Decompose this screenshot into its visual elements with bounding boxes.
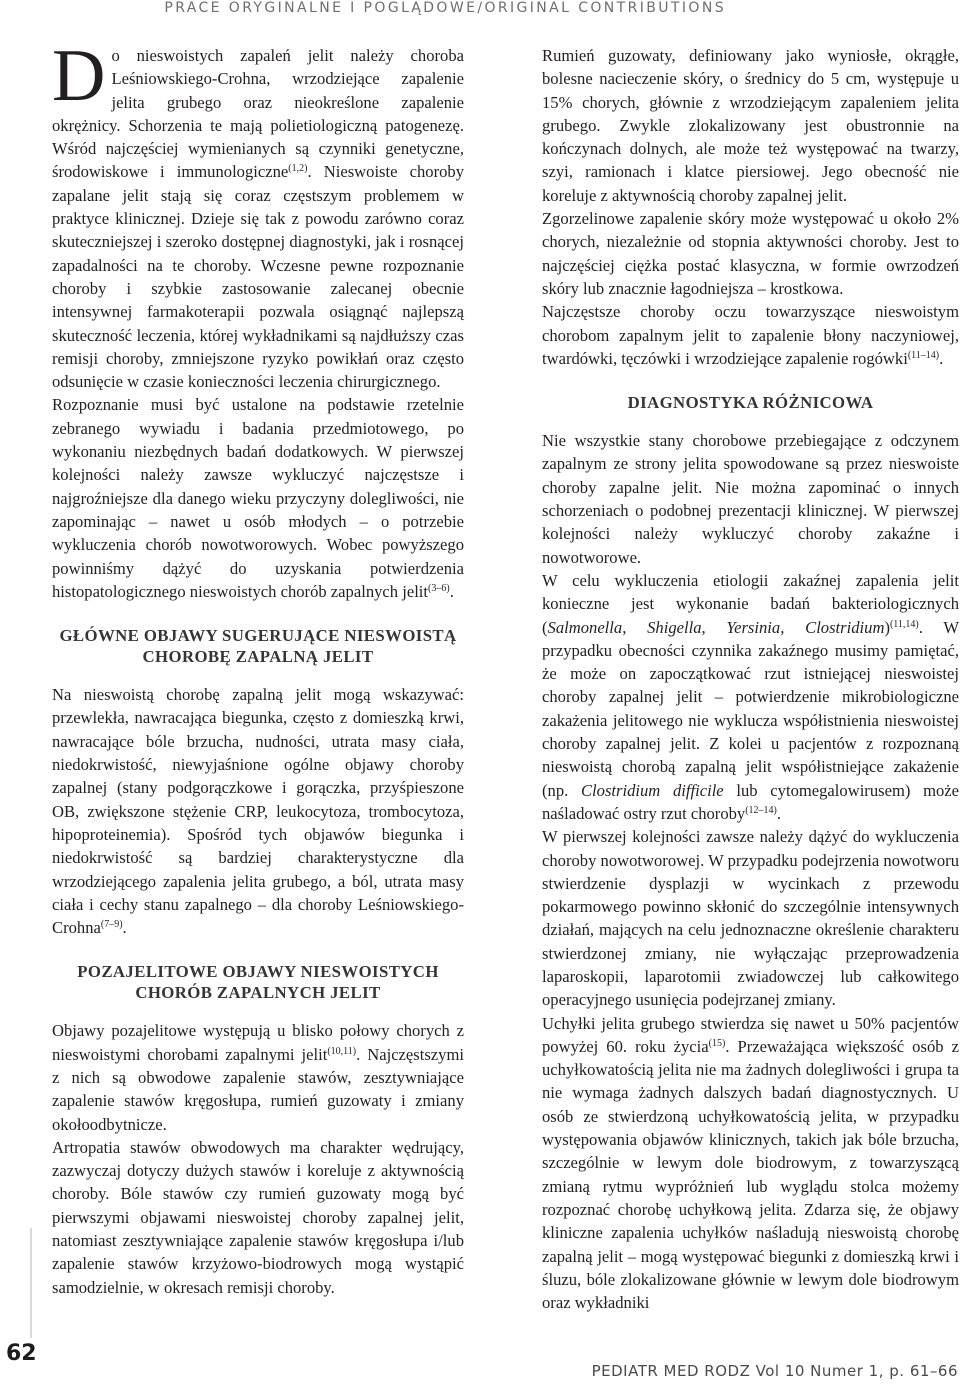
text-run: , xyxy=(622,617,648,637)
text-run: Najczęstsze choroby oczu towarzyszące nieswoistym chorobom zapalnym jelit to zapalenie błony naczyniowej, twardówki, tęczówki i wrzodziejące zapalenie rogówki xyxy=(542,302,959,368)
text-run: . Nieswoiste choroby zapalane jelit stają się coraz częstszym problemem w praktyce klinicznej. Dzieje się tak z powodu zarówno coraz skuteczniejszej i szeroko dostępnej diagnostyki, jak i rosnącej zapadalności na te choroby. Wczesne pewne rozpoznanie choroby i szybkie zastosowanie zalecanej obecnie intensywnej farmakoterapii pozwala osiągnąć najlepszą skuteczność leczenia, której wykładnikami są najdłuższy czas remisji choroby, zmniejszone ryzyko powikłań oraz często odsunięcie w czasie konieczności leczenia chirurgicznego. xyxy=(52,162,464,392)
text-run: . Przeważająca większość osób z uchyłkowatością jelita nie ma żadnych dolegliwości i grupa ta nie wymaga żadnych dalszych badań diagnostycznych. U osób ze stwierdzoną uchyłkowatością jelita, w przypadku występowania objawów klinicznych, takich jak bóle brzucha, szczególnie w lewym dole biodrowym, z towarzyszącą zmianą rytmu wypróżnień lub wyglądu stolca możemy rozpoznać chorobę uchyłkową jelita. Zdarza się, że objawy kliniczne zapalenia uchyłków naśladują nieswoistą chorobę zapalną jelit – mogą występować biegunki z domieszką krwi i śluzu, bóle zlokalizowane głównie w lewym dole biodrowym oraz wykładniki xyxy=(542,1036,959,1313)
text-run: Uchyłki jelita grubego stwierdza się nawet u 50% pacjentów powyżej 60. roku życia xyxy=(542,1013,959,1056)
section-heading: POZAJELITOWE OBJAWY NIESWOISTYCH CHORÓB ZAPALNYCH JELIT xyxy=(77,962,439,1003)
italic-term: Clostridium difficile xyxy=(580,780,724,800)
page-number-rule xyxy=(30,1228,32,1338)
body-paragraph xyxy=(542,300,959,370)
intro-paragraph xyxy=(52,35,464,393)
section-heading: GŁÓWNE OBJAWY SUGERUJĄCE NIESWOISTĄ CHOROBĘ ZAPALNĄ JELIT xyxy=(59,626,457,667)
citation-ref: (10,11) xyxy=(327,1045,357,1057)
page-number: 62 xyxy=(6,1341,37,1366)
text-run: ) xyxy=(884,617,890,637)
body-paragraph xyxy=(52,393,464,603)
body-paragraph: Rumień guzowaty, definiowany jako wyniosłe, okrągłe, bolesne nacieczenie skóry, o średnicy do 5 cm, występuje u 15% chorych, głównie z wrzodziejącym zapaleniem jelita grubego. Zwykle zlokalizowany jest obustronnie na kończynach dolnych, ale może też występować na twarzy, szyi, ramionach i klatce piersiowej. Jego obecność nie koreluje z aktywnością choroby zapalnej jelit. xyxy=(542,46,959,205)
citation-ref: (3–6) xyxy=(428,582,450,594)
text-run: , xyxy=(780,617,806,637)
citation-ref: (11–14) xyxy=(907,349,940,361)
citation-ref: (1,2) xyxy=(288,163,308,175)
body-paragraph xyxy=(52,1019,464,1135)
text-run: o nieswoistych zapaleń jelit należy choroba Leśniowskiego-Crohna, wrzodziejące zapalenie jelita grubego oraz nieokreślone zapalenie okrężnicy. Schorzenia te mają polietiologiczną patogenezę. Wśród najczęściej wymienianych są czynniki genetyczne, środowiskowe i immunologiczne xyxy=(52,46,464,182)
body-paragraph xyxy=(52,683,464,939)
body-paragraph xyxy=(542,569,959,825)
italic-term: Clostridium xyxy=(805,617,885,637)
text-run: W celu wykluczenia etiologii zakaźnej zapalenia jelit konieczne jest wykonanie badań bakteriologicznych ( xyxy=(542,570,959,637)
journal-citation-footer: PEDIATR MED RODZ Vol 10 Numer 1, p. 61–66 xyxy=(591,1362,958,1380)
body-paragraph: Nie wszystkie stany chorobowe przebiegające z odczynem zapalnym ze strony jelita spowodowane są przez nieswoiste choroby zapalne jelit. Nie można zapominać o innych schorzeniach o podobnej prezentacji klinicznej. W pierwszej kolejności należy wykluczyć choroby zakaźne i nowotworowe. xyxy=(542,431,959,567)
right-column xyxy=(542,44,959,1314)
citation-ref: (15) xyxy=(708,1037,726,1049)
body-paragraph: Artropatia stawów obwodowych ma charakter wędrujący, zazwyczaj dotyczy dużych stawów i koreluje z aktywnością choroby. Bóle stawów czy rumień guzowaty mogą być pierwszymi objawami nieswoistej choroby zapalnej jelit, natomiast zesztywniające zapalenie stawów kręgosłupa i/lub zapalenie stawów krzyżowo-biodrowych mogą wystąpić samodzielnie, w okresach remisji choroby. xyxy=(52,1137,464,1297)
citation-ref: (7–9) xyxy=(100,919,123,931)
body-paragraph: Zgorzelinowe zapalenie skóry może występować u około 2% chorych, niezależnie od stopnia aktywności choroby. Jest to najczęściej ciężka postać klasyczna, w formie owrzodzeń skóry lub znacznie łagodniejsza – krostkowa. xyxy=(542,209,959,298)
body-paragraph: W pierwszej kolejności zawsze należy dążyć do wykluczenia choroby nowotworowej. W przypadku podejrzenia nowotworu stwierdzenie dysplazji w wycinkach z przewodu pokarmowego powinno skłonić do szczególnie intensywnych działań, mających na celu jednoznaczne określenie charakteru stwierdzonej zmiany, nie wyłączając przeprowadzenia laparoskopii, laparotomii zwiadowczej lub całkowitego operacyjnego usunięcia podejrzanej zmiany. xyxy=(542,827,959,1010)
text-run: Objawy pozajelitowe występują u blisko połowy chorych z nieswoistymi chorobami zapalnymi jelit xyxy=(52,1021,464,1064)
italic-term: Shigella xyxy=(647,617,702,637)
body-paragraph xyxy=(542,1012,959,1315)
left-column xyxy=(52,35,464,1299)
running-header: PRACE ORYGINALNE I POGLĄDOWE/ORIGINAL CONTRIBUTIONS xyxy=(164,0,726,16)
text-run: . xyxy=(122,918,127,938)
text-run: . xyxy=(776,803,782,823)
citation-ref: (11,14) xyxy=(889,618,919,630)
drop-cap: D xyxy=(52,35,106,117)
text-run: lub cytomegalowirusem) może naśladować ostry rzut choroby xyxy=(542,780,960,823)
citation-ref: (12–14) xyxy=(745,804,777,816)
italic-term: Yersinia xyxy=(726,617,781,637)
text-run: . W przypadku obecności czynnika zakaźnego musimy pamiętać, że może on zapoczątkować rzut istniejącej nieswoistej choroby zapalnej jelit – potwierdzenie mikrobiologiczne zakażenia jelitowego nie wyklucza współistnienia nieswoistej choroby zapalnej jelit. Z kolei u pacjentów z rozpoznaną nieswoistą chorobą zapalną jelit współistniejące zakażenie (np. xyxy=(542,617,960,800)
italic-term: Salmonella xyxy=(547,617,623,637)
text-run: . xyxy=(449,581,454,601)
text-run: . xyxy=(939,348,944,368)
text-run: . Najczęstszymi z nich są obwodowe zapalenie stawów, zesztywniające zapalenie stawów kręgosłupa, rumień guzowaty i zmiany okołoodbytnicze. xyxy=(52,1044,464,1134)
text-run: , xyxy=(701,617,727,637)
text-run: Na nieswoistą chorobę zapalną jelit mogą wskazywać: przewlekła, nawracająca biegunka, często z domieszką krwi, nawracające bóle brzucha, nudności, utrata masy ciała, niedokrwistość, niewyjaśnione ogólne objawy choroby zapalnej (stany podgorączkowe i gorączka, przyśpieszone OB, zwiększone stężenie CRP, leukocytoza, trombocytoza, hipoproteinemia). Spośród tych objawów biegunka i niedokrwistość są bardziej charakterystyczne dla wrzodziejącego zapalenia jelita grubego, a ból, utrata masy ciała i cechy stanu zapalnego – dla choroby Leśniowskiego-Crohna xyxy=(52,685,464,938)
section-heading: DIAGNOSTYKA RÓŻNICOWA xyxy=(627,393,874,413)
text-run: Rozpoznanie musi być ustalone na podstawie rzetelnie zebranego wywiadu i badania przedmiotowego, po wykonaniu niezbędnych badań dodatkowych. W pierwszej kolejności należy zawsze wykluczyć najczęstsze i najgroźniejsze dla danego wieku przyczyny dolegliwości, nie zapominając – nawet u osób młodych – o potrzebie wykluczenia chorób nowotworowych. Wobec powyższego powinniśmy dążyć do uzyskania potwierdzenia histopatologicznego nieswoistych chorób zapalnych jelit xyxy=(52,395,464,601)
